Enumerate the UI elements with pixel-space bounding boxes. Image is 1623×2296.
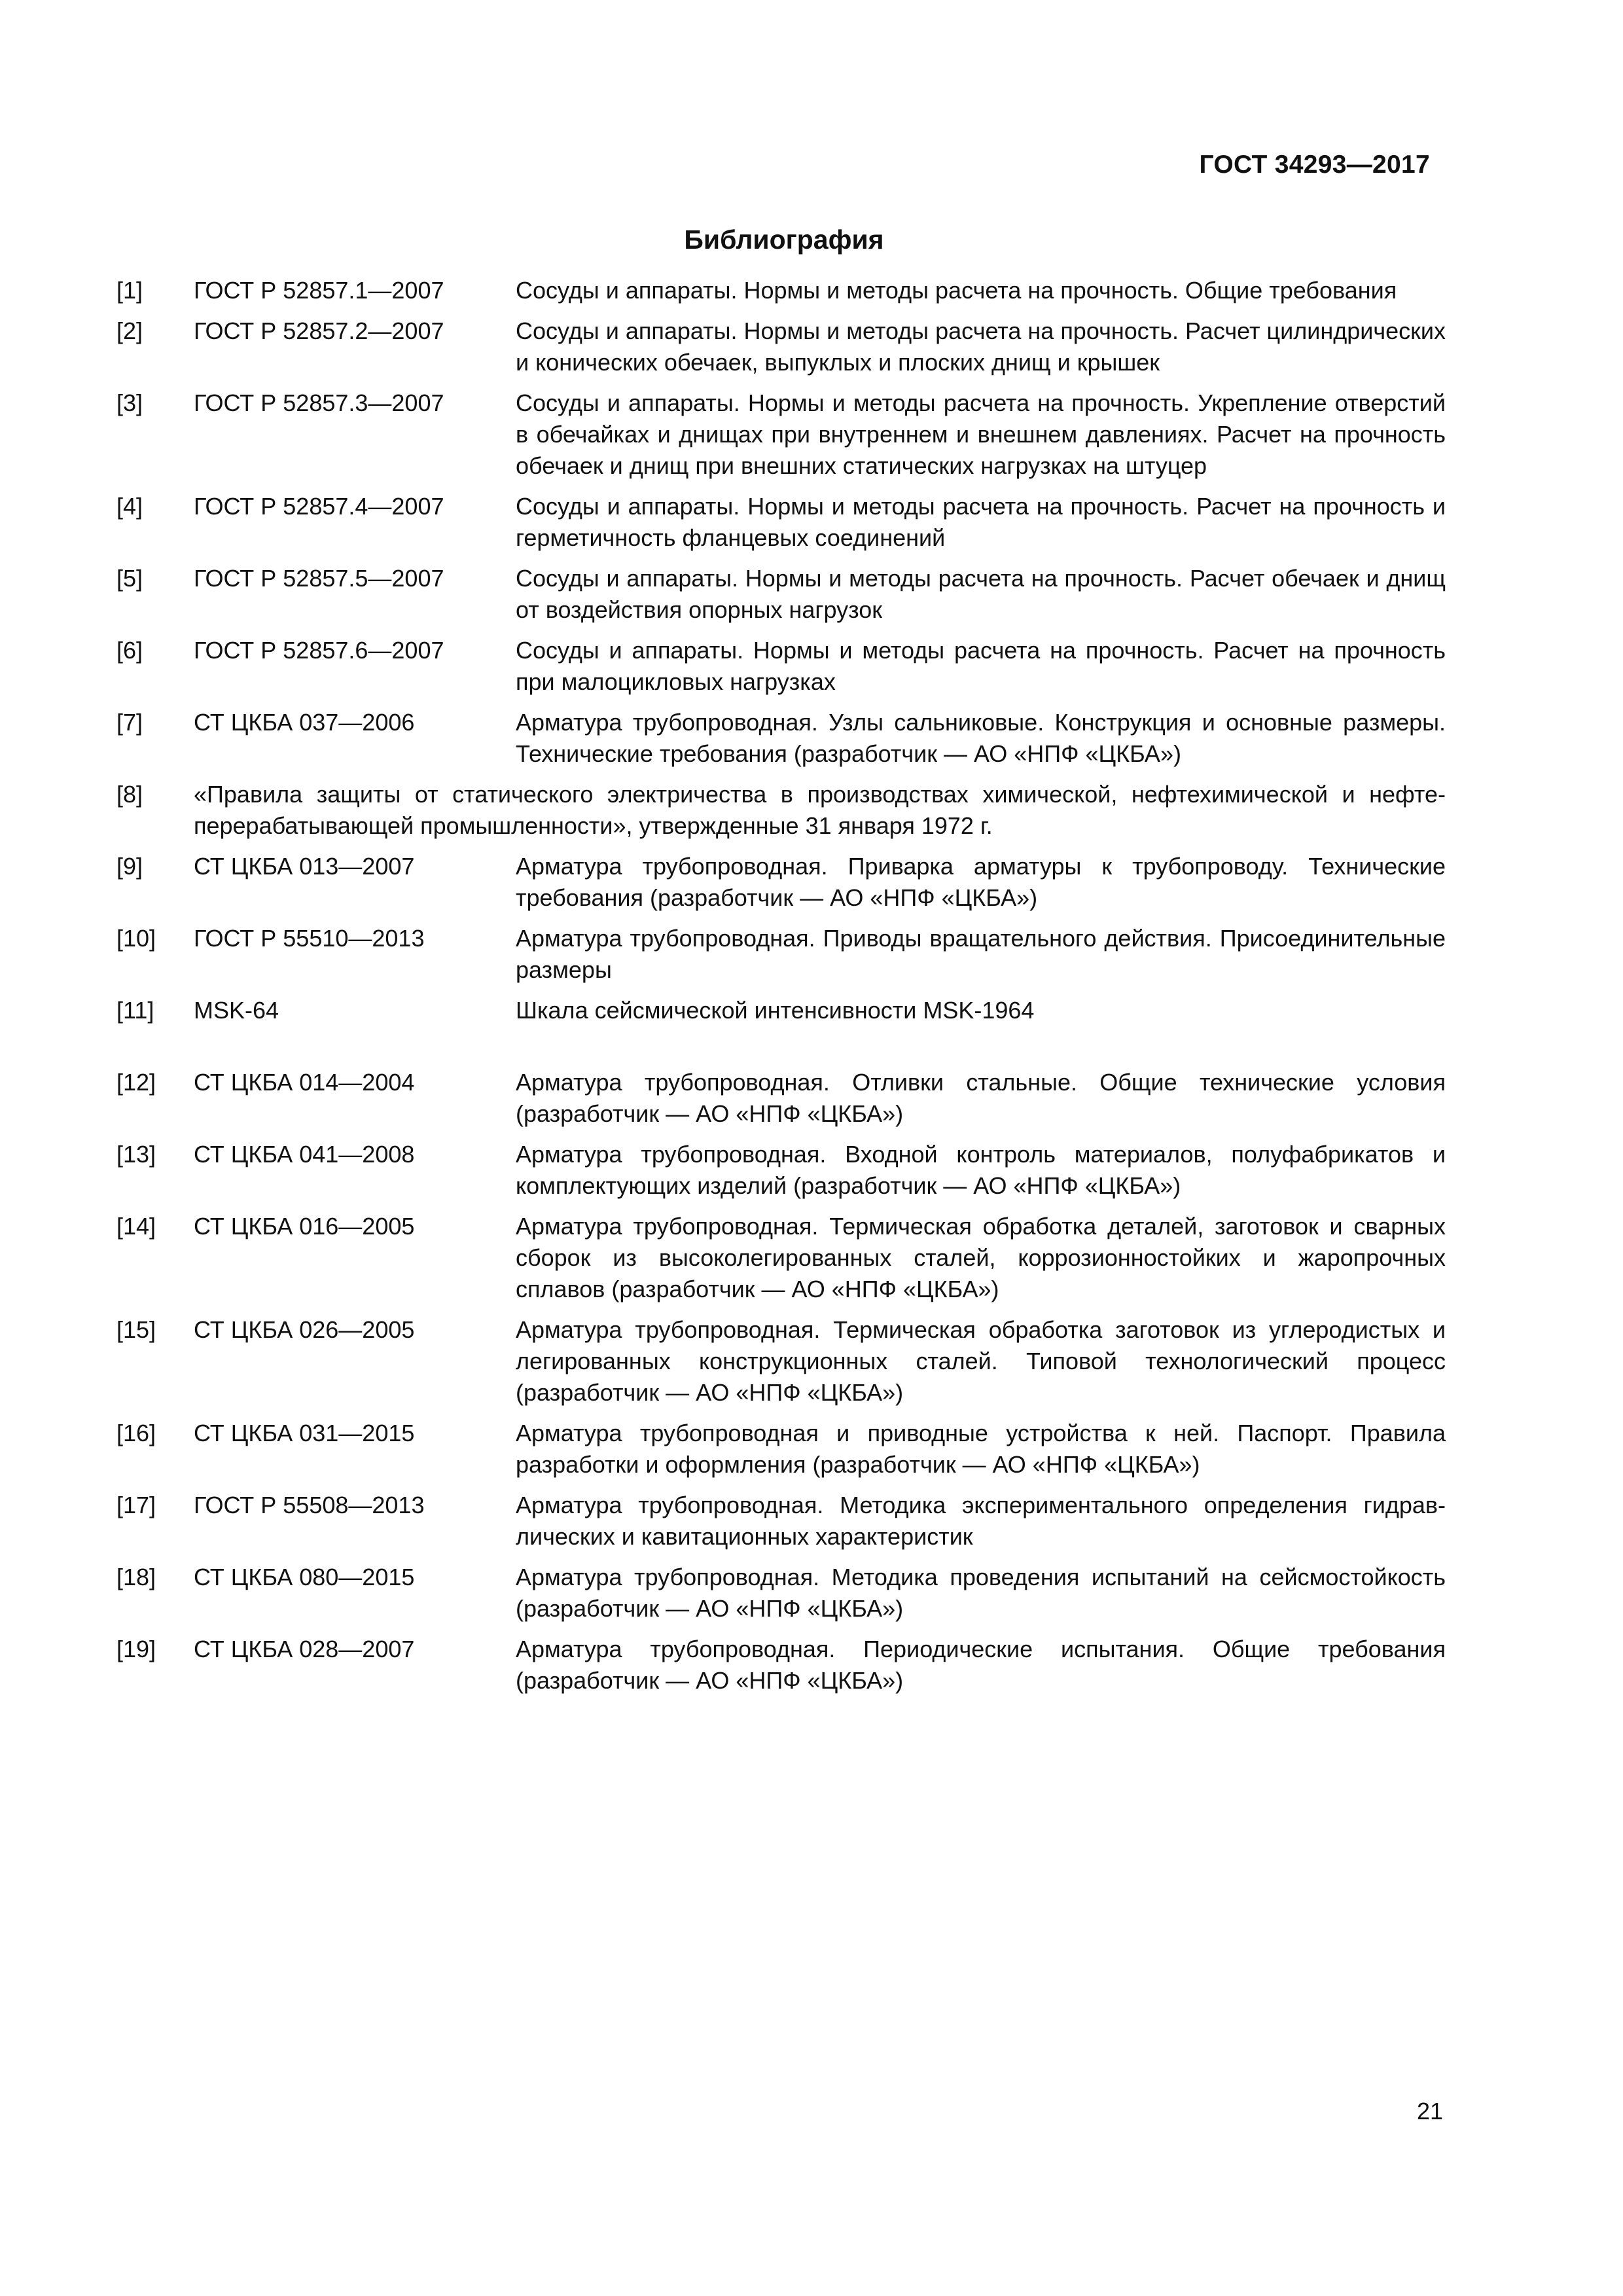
- entry-code: СТ ЦКБА 028—2007: [194, 1636, 415, 1662]
- entry-number: [9]: [116, 853, 143, 880]
- bibliography-entry-15: [116, 1314, 1446, 1408]
- entry-full-text: «Правила защиты от статического электричества в производствах химической, нефтехимической и нефтеперерабатывающей промышленности», утвержденные 31 января 1972 г.: [194, 781, 1446, 839]
- entry-number: [1]: [116, 277, 143, 304]
- bibliography-entry-12: [116, 1067, 1446, 1130]
- entry-title: Сосуды и аппараты. Нормы и методы расчета на прочность. Расчет обечаек и днищ от воздействия опорных нагрузок: [516, 565, 1446, 623]
- document-code-header: ГОСТ 34293—2017: [1199, 151, 1430, 179]
- page-number: 21: [1416, 2098, 1443, 2125]
- bibliography-entry-9: [116, 851, 1446, 914]
- bibliography-entry-5: [116, 563, 1446, 626]
- entry-code: ГОСТ Р 52857.6—2007: [194, 637, 444, 664]
- bibliography-entry-3: [116, 387, 1446, 482]
- bibliography-entry-11: [116, 995, 1446, 1026]
- entry-code: ГОСТ Р 52857.3—2007: [194, 389, 444, 416]
- entry-number: [12]: [116, 1069, 156, 1096]
- entry-number: [18]: [116, 1564, 156, 1590]
- entry-title: Сосуды и аппараты. Нормы и методы расчета на прочность. Укрепление отверстий в обечайках и днищах при внутреннем и внешнем давлениях. Расчет на прочность обечаек и днищ при внешних статических нагрузках на штуцер: [516, 389, 1446, 479]
- entry-title: Арматура трубопроводная. Термическая обработка заготовок из углеродистых и легированных конструкционных сталей. Типовой технологический процесс (разработчик — АО «НПФ «ЦКБА»): [516, 1316, 1446, 1406]
- bibliography-entry-6: [116, 635, 1446, 698]
- entry-title: Сосуды и аппараты. Нормы и методы расчета на прочность. Общие требования: [516, 277, 1397, 304]
- entry-code: СТ ЦКБА 014—2004: [194, 1069, 415, 1096]
- bibliography-entry-19: [116, 1634, 1446, 1696]
- entry-code: MSK-64: [194, 997, 279, 1024]
- bibliography-entry-2: [116, 315, 1446, 378]
- entry-title: Арматура трубопроводная. Периодические испытания. Общие требования (разработчик — АО «НПФ «ЦКБА»): [516, 1636, 1446, 1694]
- entry-number: [16]: [116, 1420, 156, 1446]
- entry-code: СТ ЦКБА 026—2005: [194, 1316, 415, 1343]
- entry-number: [14]: [116, 1213, 156, 1240]
- bibliography-entry-17: [116, 1490, 1446, 1552]
- entry-number: [2]: [116, 317, 143, 344]
- entry-title: Шкала сейсмической интенсивности MSK-1964: [516, 997, 1035, 1024]
- entry-code: СТ ЦКБА 013—2007: [194, 853, 415, 880]
- entry-title: Арматура трубопроводная. Отливки стальные. Общие технические условия (разработчик — АО «НПФ «ЦКБА»): [516, 1069, 1446, 1127]
- bibliography-entry-16: [116, 1418, 1446, 1480]
- bibliography-entry-8: [116, 779, 1446, 842]
- entry-title: Арматура трубопроводная. Входной контроль материалов, полуфабрикатов и комплектующих изделий (разработчик — АО «НПФ «ЦКБА»): [516, 1141, 1446, 1199]
- entry-number: [7]: [116, 709, 143, 736]
- bibliography-entry-13: [116, 1139, 1446, 1202]
- entry-number: [17]: [116, 1492, 156, 1518]
- entry-title: Сосуды и аппараты. Нормы и методы расчета на прочность. Расчет цилиндрических и конических обечаек, выпуклых и плоских днищ и крышек: [516, 317, 1446, 376]
- entry-number: [13]: [116, 1141, 156, 1168]
- entry-title: Арматура трубопроводная. Термическая обработка деталей, заготовок и сварных сборок из высоколегированных сталей, коррозионностойких и жаропрочных сплавов (разработчик — АО «НПФ «ЦКБА»): [516, 1213, 1446, 1302]
- entry-code: ГОСТ Р 52857.1—2007: [194, 277, 444, 304]
- entry-title: Арматура трубопроводная и приводные устройства к ней. Паспорт. Правила разработки и оформления (разработчик — АО «НПФ «ЦКБА»): [516, 1420, 1446, 1478]
- entry-title: Арматура трубопроводная. Методика проведения испытаний на сейсмостойкость (разработчик — АО «НПФ «ЦКБА»): [516, 1564, 1446, 1622]
- entry-code: ГОСТ Р 52857.4—2007: [194, 493, 444, 520]
- bibliography-entry-4: [116, 491, 1446, 554]
- bibliography-title: Библиография: [684, 224, 884, 255]
- bibliography-list: [116, 275, 1446, 1706]
- bibliography-entry-7: [116, 707, 1446, 770]
- entry-number: [10]: [116, 925, 156, 952]
- entry-number: [19]: [116, 1636, 156, 1662]
- entry-code: СТ ЦКБА 041—2008: [194, 1141, 415, 1168]
- entry-code: СТ ЦКБА 080—2015: [194, 1564, 415, 1590]
- entry-number: [3]: [116, 389, 143, 416]
- entry-code: ГОСТ Р 55510—2013: [194, 925, 425, 952]
- entry-title: Арматура трубопроводная. Приводы вращательного действия. Присоединительные размеры: [516, 925, 1446, 983]
- entry-number: [11]: [116, 997, 154, 1024]
- entry-number: [8]: [116, 781, 143, 808]
- entry-title: Арматура трубопроводная. Методика экспериментального определения гидравлических и кавитационных характеристик: [516, 1492, 1446, 1550]
- bibliography-entry-14: [116, 1211, 1446, 1305]
- bibliography-entry-10: [116, 923, 1446, 986]
- entry-code: ГОСТ Р 52857.2—2007: [194, 317, 444, 344]
- entry-code: ГОСТ Р 52857.5—2007: [194, 565, 444, 592]
- entry-number: [4]: [116, 493, 143, 520]
- entry-code: СТ ЦКБА 031—2015: [194, 1420, 415, 1446]
- bibliography-entry-18: [116, 1562, 1446, 1624]
- entry-number: [5]: [116, 565, 143, 592]
- entry-title: Сосуды и аппараты. Нормы и методы расчета на прочность. Расчет на прочность при малоцикловых нагрузках: [516, 637, 1446, 695]
- entry-title: Сосуды и аппараты. Нормы и методы расчета на прочность. Расчет на прочность и герметичность фланцевых соединений: [516, 493, 1446, 551]
- bibliography-entry-1: [116, 275, 1446, 306]
- entry-code: СТ ЦКБА 016—2005: [194, 1213, 415, 1240]
- entry-number: [6]: [116, 637, 143, 664]
- entry-code: СТ ЦКБА 037—2006: [194, 709, 415, 736]
- entry-number: [15]: [116, 1316, 156, 1343]
- entry-title: Арматура трубопроводная. Узлы сальниковые. Конструкция и основные размеры. Технические требования (разработчик — АО «НПФ «ЦКБА»): [516, 709, 1446, 767]
- entry-code: ГОСТ Р 55508—2013: [194, 1492, 425, 1518]
- entry-title: Арматура трубопроводная. Приварка арматуры к трубопроводу. Технические требования (разработчик — АО «НПФ «ЦКБА»): [516, 853, 1446, 911]
